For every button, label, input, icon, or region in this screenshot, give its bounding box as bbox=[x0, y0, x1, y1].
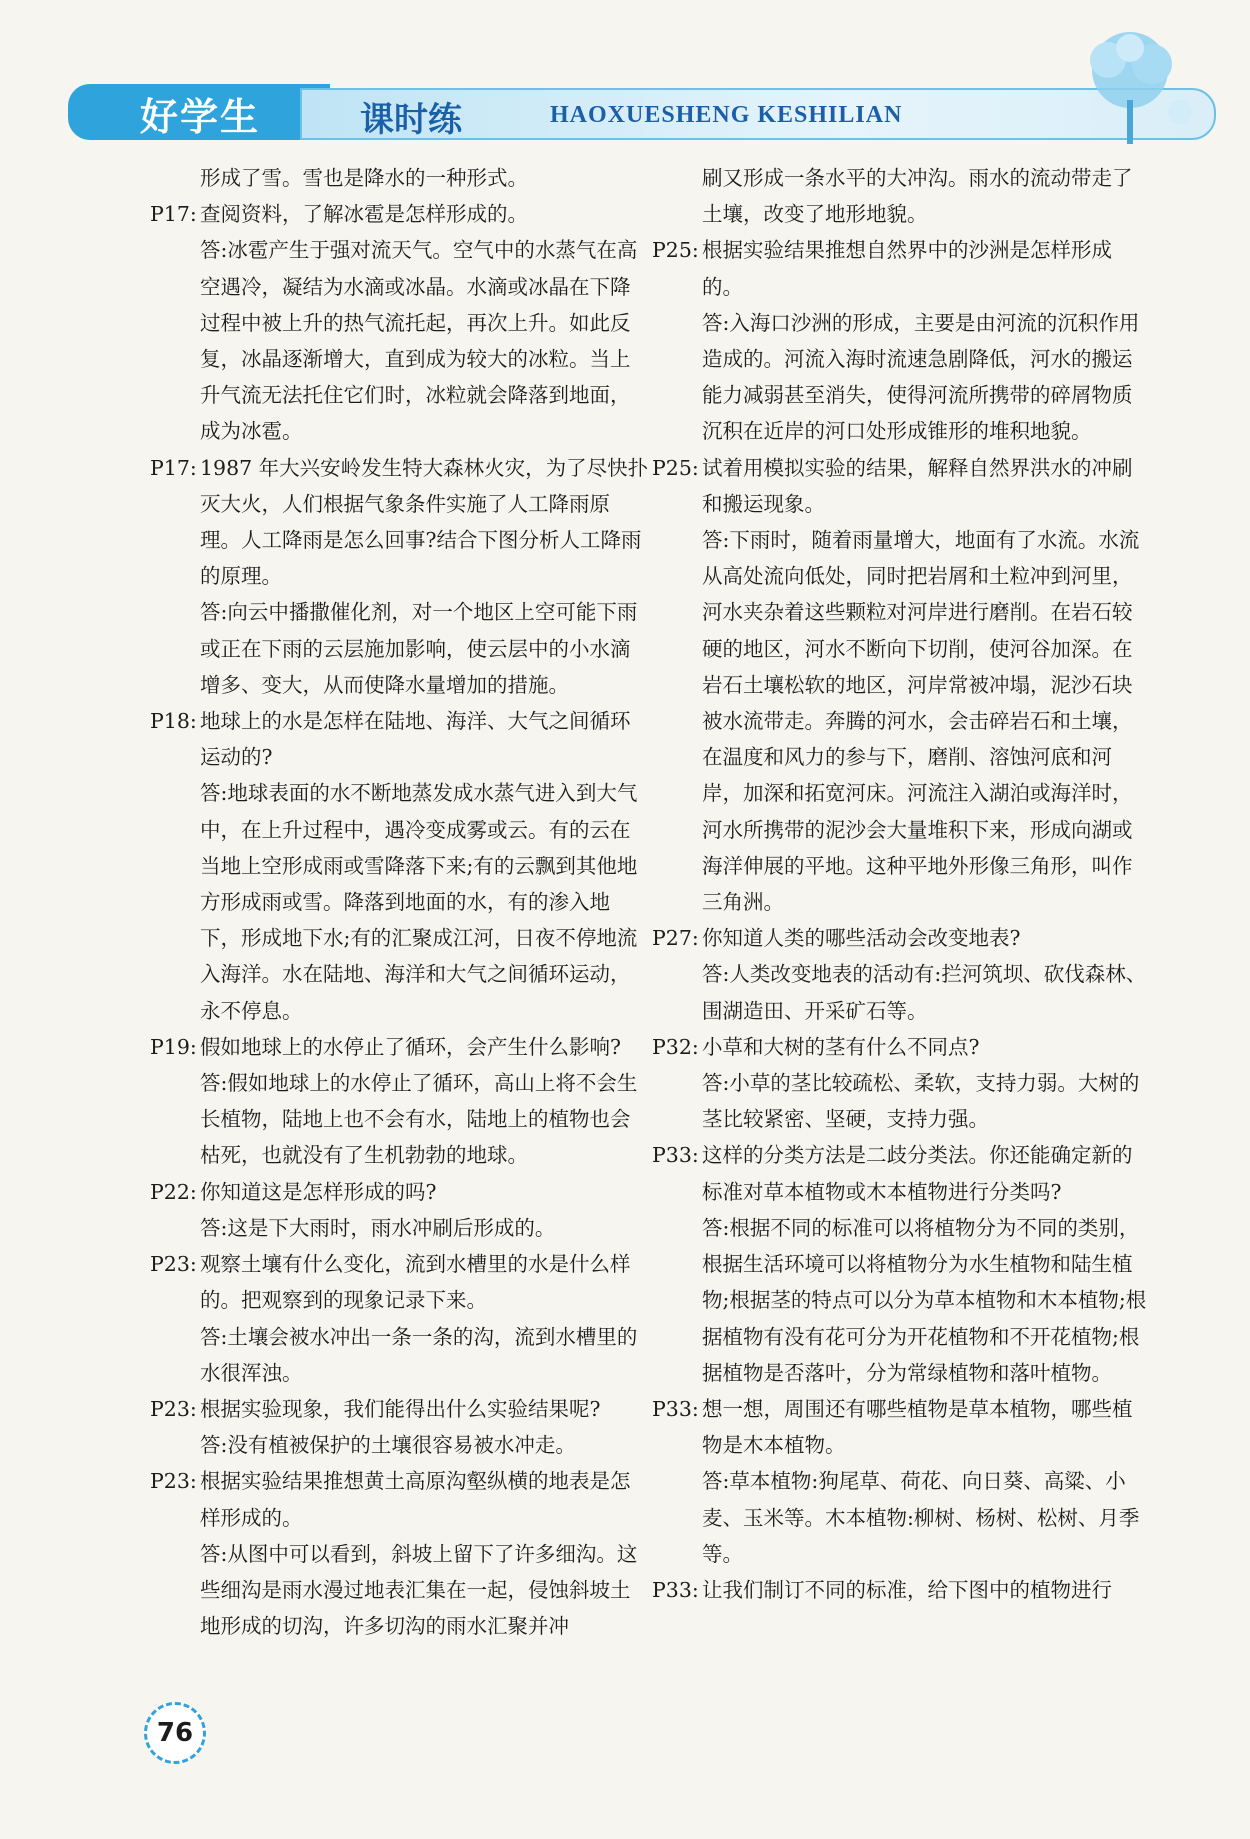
question-text: 根据实验结果推想黄土高原沟壑纵横的地表是怎样形成的。 bbox=[200, 1469, 631, 1530]
question-text: 地球上的水是怎样在陆地、海洋、大气之间循环运动的? bbox=[200, 709, 631, 770]
series-pinyin: HAOXUESHENG KESHILIAN bbox=[550, 102, 903, 128]
question bbox=[150, 1463, 650, 1535]
qa-item bbox=[150, 450, 650, 703]
question bbox=[150, 1391, 650, 1427]
question bbox=[652, 1391, 1152, 1463]
question-page-ref: P23: bbox=[150, 1396, 197, 1421]
qa-item bbox=[652, 450, 1152, 921]
question-text: 根据实验现象，我们能得出什么实验结果呢? bbox=[200, 1396, 601, 1421]
right-continuation-text: 刷又形成一条水平的大冲沟。雨水的流动带走了土壤，改变了地形地貌。 bbox=[702, 166, 1133, 227]
question-page-ref: P23: bbox=[150, 1469, 197, 1494]
question bbox=[652, 1029, 1152, 1065]
question bbox=[150, 196, 650, 232]
question-text: 这样的分类方法是二歧分类法。你还能确定新的标准对草本植物或木本植物进行分类吗? bbox=[702, 1143, 1133, 1204]
answer-text: 答:人类改变地表的活动有:拦河筑坝、砍伐森林、围湖造田、开采矿石等。 bbox=[702, 962, 1147, 1023]
qa-item bbox=[652, 1572, 1152, 1608]
answer-text: 答:地球表面的水不断地蒸发成水蒸气进入到大气中，在上升过程中，遇冷变成雾或云。有的云在当地上空形成雨或雪降落下来;有的云飘到其他地方形成雨或雪。降落到地面的水，有的渗入地下，形成地下水;有的汇聚成江河，日夜不停地流入海洋。水在陆地、海洋和大气之间循环运动，永不停息。 bbox=[200, 781, 638, 1023]
question-text: 假如地球上的水停止了循环，会产生什么影响? bbox=[200, 1034, 621, 1059]
qa-item bbox=[652, 232, 1152, 449]
question-page-ref: P23: bbox=[150, 1252, 197, 1277]
question-text: 你知道这是怎样形成的吗? bbox=[200, 1179, 437, 1204]
right-column bbox=[652, 160, 1152, 1608]
left-qa-list bbox=[150, 196, 650, 1644]
qa-item bbox=[652, 920, 1152, 1029]
question-page-ref: P17: bbox=[150, 202, 197, 227]
question-page-ref: P33: bbox=[652, 1396, 699, 1421]
question bbox=[652, 1572, 1152, 1608]
page-number: 76 bbox=[144, 1702, 206, 1764]
question-text: 让我们制订不同的标准，给下图中的植物进行 bbox=[702, 1577, 1112, 1602]
question-page-ref: P19: bbox=[150, 1034, 197, 1059]
question bbox=[652, 232, 1152, 304]
answer-text: 答:假如地球上的水停止了循环，高山上将不会生长植物，陆地上也不会有水，陆地上的植物也会枯死，也就没有了生机勃勃的地球。 bbox=[200, 1071, 638, 1168]
question-page-ref: P32: bbox=[652, 1034, 699, 1059]
qa-item bbox=[652, 1391, 1152, 1572]
qa-item bbox=[652, 1137, 1152, 1390]
question bbox=[150, 703, 650, 775]
question-text: 查阅资料，了解冰雹是怎样形成的。 bbox=[200, 202, 528, 227]
answer-text: 答:下雨时，随着雨量增大，地面有了水流。水流从高处流向低处，同时把岩屑和土粒冲到河里，河水夹杂着这些颗粒对河岸进行磨削。在岩石较硬的地区，河水不断向下切削，使河谷加深。在岩石土壤松软的地区，河岸常被冲塌，泥沙石块被水流带走。奔腾的河水，会击碎岩石和土壤，在温度和风力的参与下，磨削、溶蚀河底和河岸，加深和拓宽河床。河流注入湖泊或海洋时，河水所携带的泥沙会大量堆积下来，形成向湖或海洋伸展的平地。这种平地外形像三角形，叫作三角洲。 bbox=[702, 528, 1140, 915]
qa-item bbox=[652, 1029, 1152, 1138]
answer-text: 答:这是下大雨时，雨水冲刷后形成的。 bbox=[200, 1215, 556, 1240]
answer-text: 答:入海口沙洲的形成，主要是由河流的沉积作用造成的。河流入海时流速急剧降低，河水的搬运能力减弱甚至消失，使得河流所携带的碎屑物质沉积在近岸的河口处形成锥形的堆积地貌。 bbox=[702, 310, 1140, 444]
qa-item bbox=[150, 1463, 650, 1644]
qa-item bbox=[150, 1029, 650, 1174]
answer-text: 答:从图中可以看到，斜坡上留下了许多细沟。这些细沟是雨水漫过地表汇集在一起，侵蚀斜坡土地形成的切沟，许多切沟的雨水汇聚并冲 bbox=[200, 1541, 638, 1639]
right-qa-list bbox=[652, 232, 1152, 1608]
question-text: 观察土壤有什么变化，流到水槽里的水是什么样的。把观察到的现象记录下来。 bbox=[200, 1252, 631, 1313]
question-text: 小草和大树的茎有什么不同点? bbox=[702, 1034, 980, 1059]
question-page-ref: P33: bbox=[652, 1577, 699, 1602]
left-column bbox=[150, 160, 650, 1644]
answer-text: 答:草本植物:狗尾草、荷花、向日葵、高粱、小麦、玉米等。木本植物:柳树、杨树、松树、月季等。 bbox=[702, 1469, 1140, 1566]
page-header bbox=[0, 0, 1250, 150]
question-page-ref: P22: bbox=[150, 1179, 197, 1204]
left-continuation-text: 形成了雪。雪也是降水的一种形式。 bbox=[200, 166, 528, 190]
answer-text: 答:冰雹产生于强对流天气。空气中的水蒸气在高空遇冷，凝结为水滴或冰晶。水滴或冰晶在下降过程中被上升的热气流托起，再次上升。如此反复，冰晶逐渐增大，直到成为较大的冰粒。当上升气流无法托住它们时，冰粒就会降落到地面，成为冰雹。 bbox=[200, 238, 638, 444]
question-text: 1987 年大兴安岭发生特大森林火灾，为了尽快扑灭大火，人们根据气象条件实施了人工降雨原理。人工降雨是怎么回事?结合下图分析人工降雨的原理。 bbox=[200, 455, 649, 589]
series-title: 课时练 bbox=[360, 100, 462, 140]
question-text: 根据实验结果推想自然界中的沙洲是怎样形成的。 bbox=[702, 238, 1112, 299]
qa-item bbox=[150, 1246, 650, 1391]
qa-item bbox=[150, 196, 650, 449]
question bbox=[150, 1174, 650, 1210]
question bbox=[150, 450, 650, 595]
question-page-ref: P27: bbox=[652, 926, 699, 951]
qa-item bbox=[150, 1174, 650, 1246]
question bbox=[150, 1029, 650, 1065]
qa-item bbox=[150, 703, 650, 1029]
question-page-ref: P17: bbox=[150, 455, 197, 480]
question bbox=[652, 450, 1152, 522]
question bbox=[652, 1137, 1152, 1209]
brand-title: 好学生 bbox=[140, 95, 261, 139]
question-page-ref: P33: bbox=[652, 1143, 699, 1168]
question bbox=[150, 1246, 650, 1318]
question-text: 想一想，周围还有哪些植物是草本植物，哪些植物是木本植物。 bbox=[702, 1396, 1133, 1458]
question-text: 试着用模拟实验的结果，解释自然界洪水的冲刷和搬运现象。 bbox=[702, 455, 1133, 516]
answer-text: 答:没有植被保护的土壤很容易被水冲走。 bbox=[200, 1433, 576, 1458]
tree-decoration-icon bbox=[1060, 20, 1200, 150]
answer-text: 答:小草的茎比较疏松、柔软，支持力弱。大树的茎比较紧密、坚硬，支持力强。 bbox=[702, 1071, 1140, 1132]
question-text: 你知道人类的哪些活动会改变地表? bbox=[702, 926, 1021, 951]
qa-item bbox=[150, 1391, 650, 1463]
question-page-ref: P25: bbox=[652, 238, 699, 263]
question-page-ref: P25: bbox=[652, 455, 699, 480]
question bbox=[652, 920, 1152, 956]
answer-text: 答:土壤会被水冲出一条一条的沟，流到水槽里的水很浑浊。 bbox=[200, 1324, 638, 1385]
question-page-ref: P18: bbox=[150, 709, 197, 734]
answer-text: 答:根据不同的标准可以将植物分为不同的类别，根据生活环境可以将植物分为水生植物和陆生植物;根据茎的特点可以分为草本植物和木本植物;根据植物有没有花可分为开花植物和不开花植物;根据植物是否落叶，分为常绿植物和落叶植物。 bbox=[702, 1215, 1147, 1385]
answer-text: 答:向云中播撒催化剂，对一个地区上空可能下雨或正在下雨的云层施加影响，使云层中的小水滴增多、变大，从而使降水量增加的措施。 bbox=[200, 600, 638, 697]
